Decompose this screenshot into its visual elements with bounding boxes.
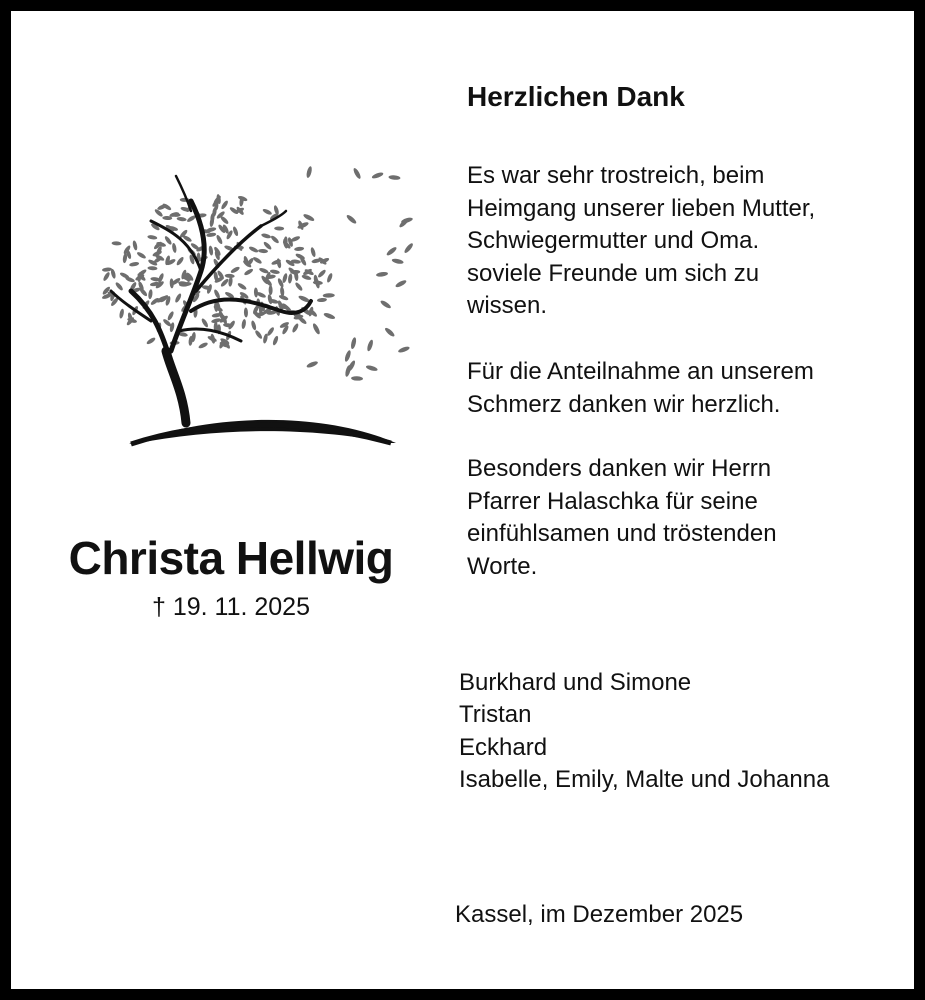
place-and-date: Kassel, im Dezember 2025 [455,901,744,928]
leaf [254,329,263,339]
leaf [291,323,299,334]
leaf [241,319,247,330]
leaf [148,289,153,299]
text-line: Schmerz danken wir herzlich. [467,390,781,418]
leaf [344,350,352,363]
leaf [301,274,312,281]
text-line: Worte. [467,552,538,580]
leaf [323,312,336,320]
text-line: soviele Freunde um sich zu [467,259,760,287]
leaf [176,216,186,221]
leaf [167,311,175,322]
leaf [312,323,321,336]
leaf [380,299,392,309]
leaf [270,235,280,245]
leaf [274,226,284,230]
leaf [386,246,398,257]
leaf [215,234,223,245]
leaf [225,274,235,279]
leaf [323,293,335,298]
leaf [350,337,357,350]
leaf [200,318,209,329]
heading: Herzlichen Dank [467,81,685,112]
paragraph-3 [467,453,777,583]
leaf [174,293,182,304]
signatory: Eckhard [459,733,548,761]
leaf [198,342,209,350]
leaf [261,233,272,240]
leaf [395,279,408,289]
text-line: Heimgang unserer lieben Mutter, [467,194,816,222]
text-line: wissen. [467,292,548,320]
leaf [391,258,404,265]
leaf [169,278,174,288]
leaf [147,266,157,271]
leaf [162,318,172,328]
leaf [237,282,248,291]
deceased-name: Christa Hellwig [68,532,394,584]
leaf [346,214,358,225]
leaf [248,245,259,253]
text-line: Es war sehr trostreich, beim [467,162,765,189]
leaf [129,261,140,267]
leaf [114,281,124,291]
obituary-card [11,11,914,989]
leaf [326,272,333,283]
text-line: Für die Anteilnahme an unserem [467,358,814,385]
leaf [171,243,177,254]
text-line: einfühlsamen und tröstenden [467,520,777,548]
leaf [403,242,414,254]
leaf [263,241,273,251]
leaf [365,364,378,372]
leaf [258,249,268,254]
leaf [376,271,389,277]
leaf [294,281,303,291]
leaf [352,167,362,180]
leaf [250,320,257,331]
leaf [371,171,384,179]
leaf [294,246,304,251]
leaf [175,256,184,266]
leaf [232,226,239,237]
text-line: Pfarrer Halaschka für seine [467,487,758,515]
leaf [317,269,327,279]
leaf [111,241,121,246]
leaf [102,271,111,282]
leaf [102,267,112,272]
leaf [306,360,319,369]
leaf [146,336,157,345]
leaf [262,208,273,216]
paragraph-1 [467,160,815,323]
leaf [147,235,158,241]
leaf [388,175,400,181]
tree-with-falling-leaves-icon [91,151,431,451]
leaf [288,273,293,283]
signatory: Burkhard und Simone [459,669,692,696]
leaf [136,251,147,260]
leaf [244,307,248,317]
leaf [366,339,374,352]
signatory: Isabelle, Emily, Malte und Johanna [459,766,830,794]
death-date: † 19. 11. 2025 [151,593,310,621]
paragraph-2 [467,356,814,421]
leaf [132,240,138,251]
text-line: Schwiegermutter und Oma. [467,227,760,255]
leaf [220,215,230,225]
leaf [282,273,289,284]
leaf [119,308,125,319]
leaf [228,277,233,287]
leaf [272,335,279,346]
leaf [351,376,363,381]
leaf [310,247,317,258]
leaf [208,245,213,255]
leaf [230,266,241,274]
leaf [220,200,229,211]
leaf [302,213,315,222]
leaf [270,269,281,275]
leaf [384,327,396,338]
text-line: Besonders danken wir Herrn [467,455,772,482]
signatory: Tristan [459,701,532,729]
leaf [317,298,327,303]
leaf [243,268,254,277]
leaf [398,217,410,229]
leaf [213,289,221,300]
leaf [397,345,410,353]
leaf [252,256,263,265]
leaf [269,285,273,295]
signatories [459,667,829,797]
leaf [306,166,313,179]
